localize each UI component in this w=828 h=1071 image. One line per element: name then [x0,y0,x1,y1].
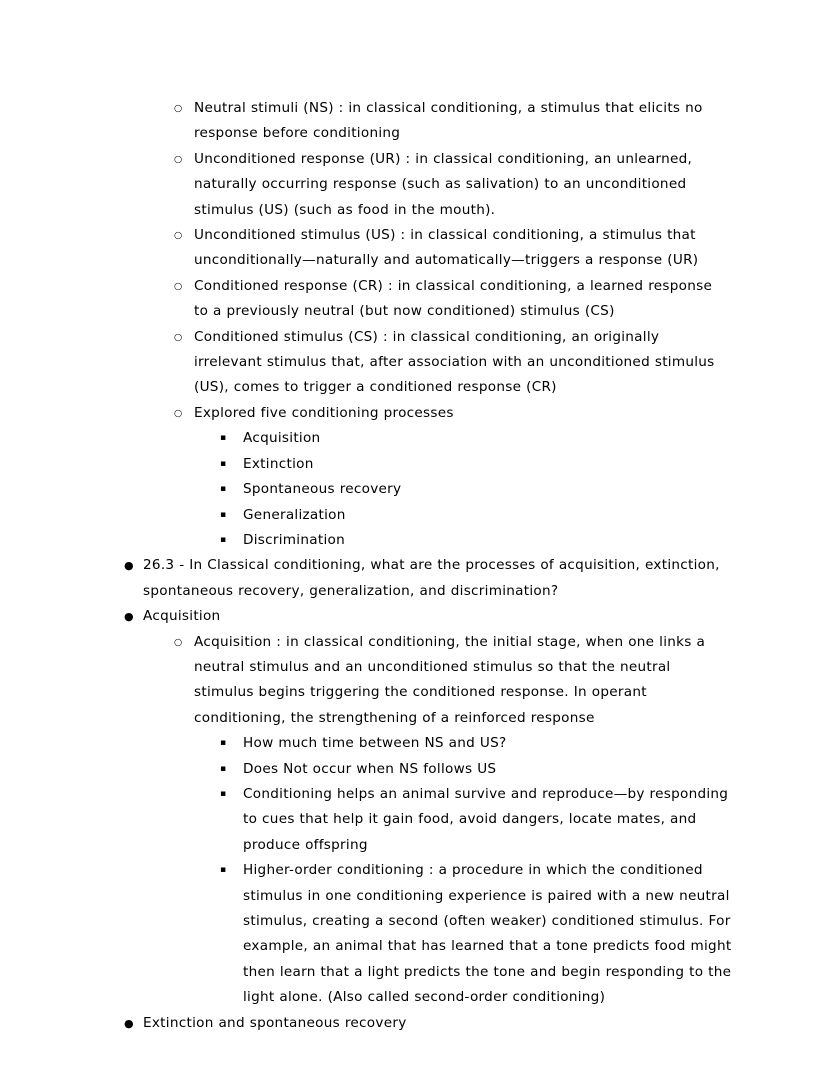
outline-item-text: Neutral stimuli (NS) : in classical conditioning, a stimulus that elicits no response before conditioning [194,100,703,142]
outline-item-explored-five-processes [174,401,731,426]
bullet-level2-icon: ○ [174,230,183,242]
bullet-level2-icon: ○ [174,280,183,292]
outline-item-process-acquisition [220,426,732,451]
outline-item-process-extinction [220,452,732,477]
outline-item-neutral-stimuli [174,96,731,147]
bullet-level2-icon: ○ [174,153,183,165]
bullet-level2-icon: ○ [174,103,183,114]
outline-list [0,96,828,1036]
bullet-level3-icon: ▪ [220,763,227,774]
bullet-level3-icon: ▪ [220,433,227,444]
bullet-level3-icon: ▪ [220,865,227,876]
outline-item-text: Discrimination [243,531,345,548]
outline-item-does-not-occur [220,757,732,782]
outline-item-text: How much time between NS and US? [243,735,507,752]
bullet-level2-icon: ○ [174,331,183,343]
bullet-level2-icon: ○ [174,636,183,648]
outline-item-text: Conditioning helps an animal survive and reproduce—by responding to cues that help it gain food, avoid dangers, locate mates, and produce offspring [243,785,729,853]
outline-item-text: Acquisition [143,608,221,625]
outline-item-process-generalization [220,503,732,528]
outline-item-unconditioned-response [174,147,731,223]
bullet-level1-icon: ● [124,1016,134,1030]
outline-item-text: Extinction [243,455,314,472]
outline-item-text: 26.3 - In Classical conditioning, what are the processes of acquisition, extinction, spontaneous recovery, generalization, and discrimination? [143,557,720,599]
bullet-level3-icon: ▪ [220,788,227,799]
bullet-level3-icon: ▪ [220,534,227,545]
bullet-level1-icon: ● [124,610,134,624]
bullet-level3-icon: ▪ [220,458,227,469]
outline-item-text: Spontaneous recovery [243,481,402,498]
outline-item-text: Does Not occur when NS follows US [243,760,497,777]
outline-item-conditioned-stimulus [174,325,731,401]
outline-item-text: Unconditioned stimulus (US) : in classical conditioning, a stimulus that unconditionally—naturally and automatically—triggers a response (UR) [194,227,699,269]
outline-item-how-much-time [220,731,732,756]
outline-item-question-26-3 [124,553,730,604]
outline-item-text: Higher-order conditioning : a procedure in which the conditioned stimulus in one conditioning experience is paired with a new neutral stimulus, creating a second (often weaker) conditioned stimulus. For example, an animal that has learned that a tone predicts food might then learn that a light predicts the tone and begin responding to the light alone. (Also called second-order conditioning) [243,862,732,1006]
bullet-level3-icon: ▪ [220,738,227,749]
bullet-level3-icon: ▪ [220,484,227,495]
outline-item-text: Generalization [243,506,346,523]
outline-item-unconditioned-stimulus [174,223,731,274]
outline-item-text: Conditioned response (CR) : in classical conditioning, a learned response to a previously neutral (but now conditioned) stimulus (CS) [194,277,713,320]
outline-item-acquisition-definition [174,630,731,732]
outline-item-process-discrimination [220,528,732,553]
outline-item-text: Unconditioned response (UR) : in classical conditioning, an unlearned, naturally occurring response (such as salivation) to an unconditioned stimulus (US) (such as food in the mouth). [194,150,693,218]
outline-item-higher-order-conditioning [220,858,732,1010]
bullet-level3-icon: ▪ [220,509,227,520]
outline-item-text: Explored five conditioning processes [194,404,454,421]
outline-item-heading-acquisition [124,604,730,629]
outline-item-heading-extinction-spontaneous-recovery [124,1011,730,1036]
bullet-level1-icon: ● [124,559,134,573]
outline-item-process-spontaneous-recovery [220,477,732,502]
outline-item-conditioning-survive [220,782,732,858]
bullet-level2-icon: ○ [174,407,183,419]
outline-item-text: Conditioned stimulus (CS) : in classical conditioning, an originally irrelevant stimulus that, after association with an unconditioned stimulus (US), comes to trigger a conditioned response (CR) [194,328,715,396]
outline-item-text: Acquisition : in classical conditioning, the initial stage, when one links a neutral stimulus and an unconditioned stimulus so that the neutral stimulus begins triggering the conditioned response. In operant conditioning, the strengthening of a reinforced response [194,633,706,726]
outline-item-text: Acquisition [243,430,321,447]
outline-item-conditioned-response [174,274,731,325]
outline-item-text: Extinction and spontaneous recovery [143,1014,407,1031]
